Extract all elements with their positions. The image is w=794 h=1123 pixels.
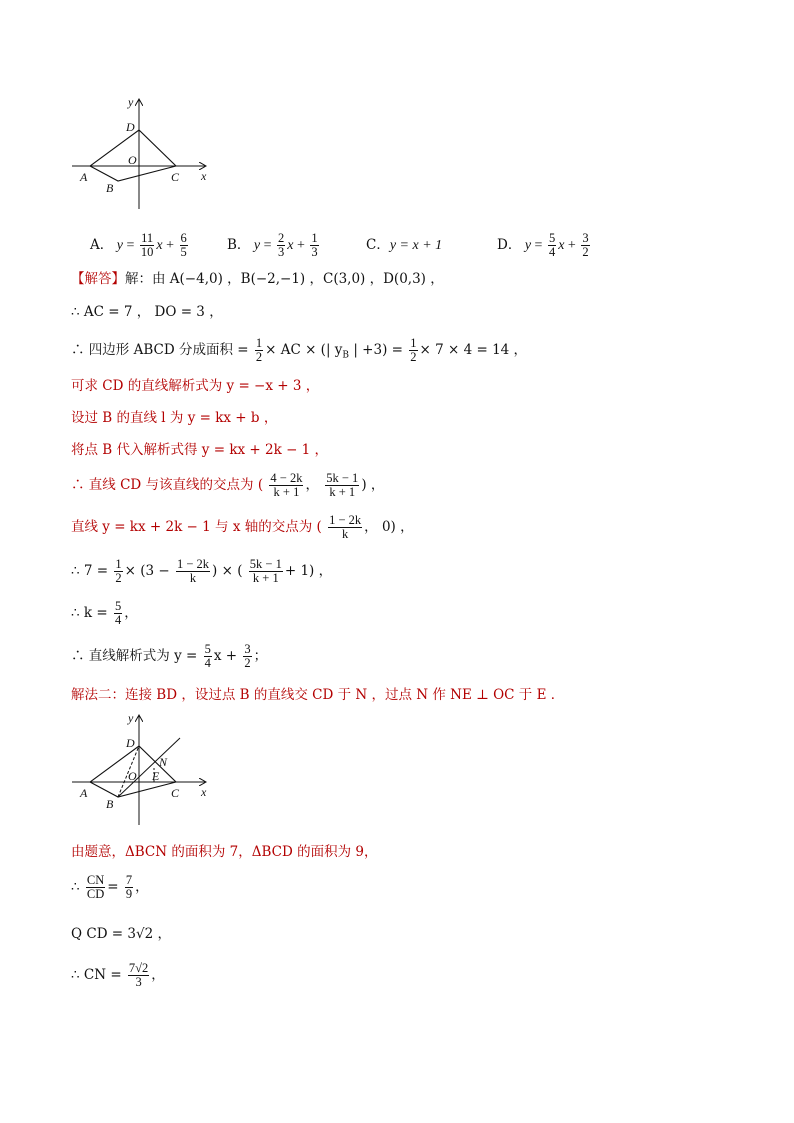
option-c[interactable]: C．y = x + 1 [366,237,443,253]
solution-line-10: ∴ k = $\frac{5}{4}$ ， [71,599,138,627]
point-a-label: A [80,170,88,184]
solution-line-8: 直线 y = kx + 2k − 1 与 x 轴的交点为 ( $\frac{1 - 2k}{k}$ ， 0) ， [71,513,414,541]
point-c-label: C [171,786,180,800]
solution-line-11: ∴ 直线解析式为 y = $\frac{5}{4}$ x + $\frac{3}{2}$ ； [71,642,268,670]
option-d[interactable]: D． y = $\frac{5}{4}$ x + $\frac{3}{2}$ [497,231,589,259]
point-d-label: D [126,120,135,134]
point-a-label: A [80,786,88,800]
solution-line-14: ∴ $\frac{CN}{CD}$ = $\frac{7}{9}$ ， [71,873,149,901]
answer-tag: 【解答】 [71,271,125,287]
point-d-label: D [126,736,135,750]
solution-line-1: 【解答】解：由 A(−4,0) ，B(−2,−1) ，C(3,0) ，D(0,3) ， [71,271,444,287]
point-b-label: B [106,797,114,811]
option-a[interactable]: A． y = $\frac{11}{10}$ x + $\frac{6}{5}$ [90,231,187,259]
quadrilateral-figure-1 [70,94,215,214]
solution-line-3: ∴ 四边形 ABCD 分成面积 = $\frac{1}{2}$ × AC × (| $y_B$ | +3) = $\frac{1}{2}$ × 7 × 4 = 14 ， [71,336,528,364]
option-b[interactable]: B． y = $\frac{2}{3}$ x + $\frac{1}{3}$ [227,231,318,259]
quadrilateral-figure-2 [70,710,215,830]
point-o-label: O [128,153,137,167]
y-axis-label: y [128,95,134,109]
solution-line-7: ∴ 直线 CD 与该直线的交点为 ( $\frac{4 - 2k}{k + 1}$ ， $\frac{5k - 1}{k + 1}$ ) ， [71,471,385,499]
solution-line-13: 由题意，ΔBCN 的面积为 7，ΔBCD 的面积为 9， [71,844,378,860]
solution-line-6: 将点 B 代入解析式得 y = kx + 2k − 1 ， [71,442,329,458]
solution-line-9: ∴ 7 = $\frac{1}{2}$ × (3 − $\frac{1 - 2k}{k}$ ) × ( $\frac{5k - 1}{k + 1}$ + 1) ， [71,557,333,585]
solution-line-12: 解法二：连接 BD ，设过点 B 的直线交 CD 于 N ，过点 N 作 NE ⊥ OC 于 E ． [71,687,565,703]
solution-line-15: Q CD = 3√2 ， [71,926,171,942]
x-axis-label: x [201,169,207,183]
point-b-label: B [106,181,114,195]
point-e-label: E [152,769,160,783]
solution-line-16: ∴ CN = $\frac{7√2}{3}$ ， [71,961,165,989]
point-c-label: C [171,170,180,184]
point-o-label: O [128,769,137,783]
point-n-label: N [159,755,168,769]
solution-line-4: 可求 CD 的直线解析式为 y = −x + 3 ， [71,378,320,394]
x-axis-label: x [201,785,207,799]
solution-line-5: 设过 B 的直线 l 为 y = kx + b ， [71,410,278,426]
y-axis-label: y [128,711,134,725]
solution-line-2: ∴ AC = 7 ， DO = 3 ， [71,304,223,320]
